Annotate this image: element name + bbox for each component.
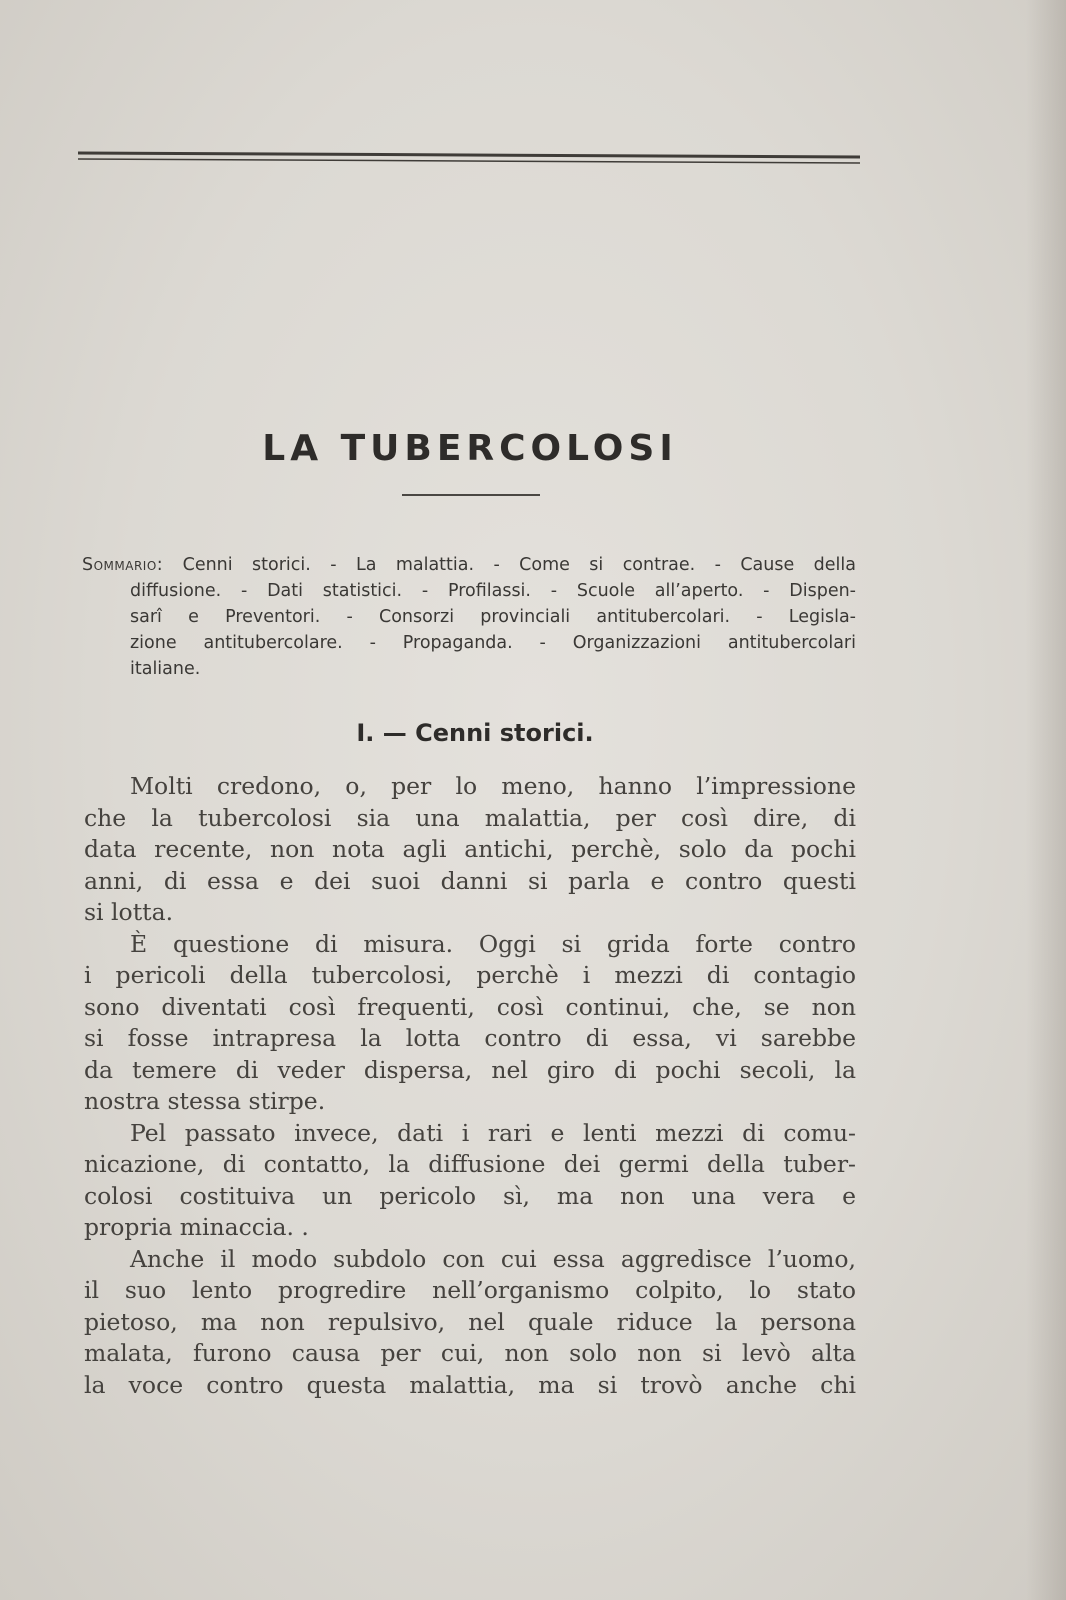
summary-line: italiane.: [130, 659, 201, 679]
text-line: da temere di veder dispersa, nel giro di pochi secoli, la: [84, 1055, 856, 1084]
summary-label: Sommario:: [82, 555, 164, 575]
body-text: [84, 771, 856, 1401]
text-line: che la tubercolosi sia una malattia, per così dire, di: [84, 803, 856, 832]
text-line: nicazione, di contatto, la diffusione dei germi della tuber-: [84, 1150, 856, 1178]
text-line: sono diventati così frequenti, così continui, che, se non: [84, 992, 856, 1021]
section-heading: I. — Cenni storici.: [356, 719, 594, 747]
page-edge-shadow: [1026, 0, 1066, 1600]
title-underline: [402, 494, 540, 496]
text-line: pietoso, ma non repulsivo, nel quale riduce la persona: [84, 1307, 856, 1336]
text-line: propria minaccia. .: [84, 1213, 309, 1241]
text-line: la voce contro questa malattia, ma si trovò anche chi: [84, 1370, 856, 1399]
text-line: colosi costituiva un pericolo sì, ma non una vera e: [84, 1181, 856, 1210]
chapter-title: LA TUBERCOLOSI: [262, 428, 678, 469]
header-double-rule: [78, 148, 860, 168]
summary-line: diffusione. - Dati statistici. - Profilassi. - Scuole all’aperto. - Dispen-: [130, 581, 856, 601]
text-line: malata, furono causa per cui, non solo non si levò alta: [84, 1339, 856, 1367]
summary-line: Sommario: Cenni storici. - La malattia. - Come si contrae. - Cause della: [82, 555, 856, 575]
text-line: Pel passato invece, dati i rari e lenti mezzi di comu-: [130, 1118, 856, 1147]
text-line: anni, di essa e dei suoi danni si parla e contro questi: [84, 866, 856, 895]
text-line: nostra stessa stirpe.: [84, 1087, 326, 1115]
text-line: si fosse intrapresa la lotta contro di essa, vi sarebbe: [84, 1024, 856, 1052]
text-line: i pericoli della tubercolosi, perchè i mezzi di contagio: [84, 961, 856, 989]
text-line: È questione di misura. Oggi si grida forte contro: [130, 929, 856, 958]
text-line: si lotta.: [84, 898, 174, 926]
text-line: il suo lento progredire nell’organismo colpito, lo stato: [84, 1276, 856, 1304]
text-line: Molti credono, o, per lo meno, hanno l’impressione: [130, 772, 856, 800]
summary-line: zione antitubercolare. - Propaganda. - Organizzazioni antitubercolari: [130, 633, 856, 653]
text-line: Anche il modo subdolo con cui essa aggredisce l’uomo,: [130, 1244, 856, 1273]
chapter-summary: [82, 552, 856, 682]
text-line: data recente, non nota agli antichi, perchè, solo da pochi: [84, 835, 856, 863]
summary-line: sarî e Preventori. - Consorzi provinciali antitubercolari. - Legisla-: [130, 607, 856, 627]
